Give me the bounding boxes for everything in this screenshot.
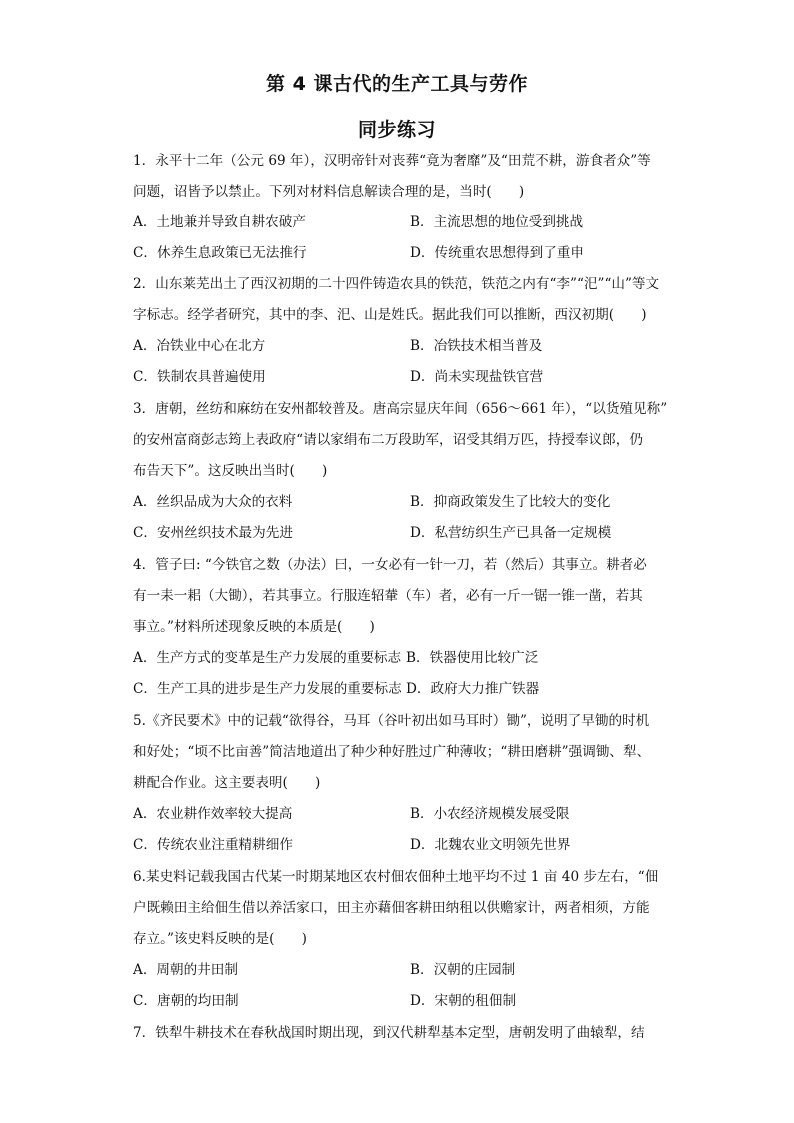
question-1-option-d: D．传统重农思想得到了重申 [410, 245, 585, 261]
page-subtitle: 同步练习 [357, 119, 436, 141]
question-2-option-b: B．冶铁技术相当普及 [410, 338, 543, 354]
question-3-stem-line-2: 的安州富商彭志筠上表政府“请以家绢布二万段助军，诏受其绢万匹，持授奉议郎，仍 [133, 432, 643, 448]
page-title: 第 4 课古代的生产工具与劳作 [266, 73, 528, 95]
question-1-option-c: C．休养生息政策已无法推行 [133, 245, 307, 261]
question-3-option-b: B．抑商政策发生了比较大的变化 [410, 494, 611, 510]
question-1-option-b: B．主流思想的地位受到挑战 [410, 214, 584, 230]
question-3-option-d: D．私营纺织生产已具备一定规模 [410, 525, 612, 541]
question-2-option-d: D．尚未实现盐铁官营 [410, 369, 544, 385]
question-3-option-a: A．丝织品成为大众的衣料 [133, 494, 293, 510]
question-6-option-d: D．宋朝的租佃制 [410, 993, 517, 1009]
question-2-option-c: C．铁制农具普遍使用 [133, 369, 266, 385]
question-6-option-c: C．唐朝的均田制 [133, 993, 239, 1009]
question-5-option-d: D．北魏农业文明领先世界 [410, 837, 571, 853]
question-5-stem-line-2: 和好处；“顷不比亩善”简洁地道出了种少种好胜过广种薄收；“耕田磨耕”强调锄、犁、 [133, 744, 651, 760]
question-4-option-c: C．生产工具的进步是生产力发展的重要标志 [133, 681, 402, 697]
question-6-stem-line-2: 户既赖田主给佃生借以养活家口，田主亦藉佃客耕田纳租以供赡家计，两者相须，方能 [133, 900, 650, 916]
question-1-stem-line-2: 问题，诏皆予以禁止。下列对材料信息解读合理的是，当时( ) [133, 184, 525, 200]
question-6-stem-line-3: 存立。”该史料反映的是( ) [133, 931, 307, 947]
question-2-stem-line-2: 字标志。经学者研究，其中的李、汜、山是姓氏。据此我们可以推断，西汉初期( ) [133, 307, 647, 323]
question-5-stem-line-3: 耕配合作业。这主要表明( ) [133, 775, 321, 791]
question-6-stem-line-1: 6.某史料记载我国古代某一时期某地区农村佃农佃种土地平均不过 1 亩 40 步左右，“佃 [133, 869, 659, 885]
question-3-option-c: C．安州丝织技术最为先进 [133, 525, 293, 541]
question-5-option-c: C．传统农业注重精耕细作 [133, 837, 293, 853]
question-5-stem-line-1: 5.《齐民要术》中的记载“欲得谷，马耳（谷叶初出如马耳时）锄”，说明了早锄的时机 [133, 713, 650, 729]
question-4-option-a: A．生产方式的变革是生产力发展的重要标志 [133, 650, 402, 666]
question-4-option-d: D．政府大力推广铁器 [406, 681, 540, 697]
question-3-stem-line-1: 3．唐朝，丝纺和麻纺在安州都较普及。唐高宗显庆年间（656～661 年），“以货殖见称” [133, 401, 668, 417]
question-7-stem-line-1: 7．铁犁牛耕技术在春秋战国时期出现，到汉代耕犁基本定型，唐朝发明了曲辕犁，结 [133, 1025, 645, 1041]
question-6-option-b: B．汉朝的庄园制 [410, 962, 516, 978]
question-4-stem-line-2: 有一耒一耜（大锄），若其事立。行服连轺輂（车）者，必有一斤一锯一锥一凿，若其 [133, 588, 643, 604]
question-1-stem-line-1: 1．永平十二年（公元 69 年），汉明帝针对丧葬“竟为奢靡”及“田荒不耕，游食者众”等 [133, 153, 651, 169]
question-6-option-a: A．周朝的井田制 [133, 962, 238, 978]
question-2-option-a: A．冶铁业中心在北方 [133, 338, 266, 354]
question-4-option-b: B．铁器使用比较广泛 [406, 650, 539, 666]
question-4-stem-line-3: 事立。”材料所述现象反映的本质是( ) [133, 619, 375, 635]
question-3-stem-line-3: 布告天下”。这反映出当时( ) [133, 463, 328, 479]
question-5-option-a: A．农业耕作效率较大提高 [133, 806, 293, 822]
question-4-stem-line-1: 4．管子曰: “今铁官之数（办法）曰，一女必有一针一刀，若（然后）其事立。耕者必 [133, 557, 647, 573]
question-2-stem-line-1: 2．山东莱芜出土了西汉初期的二十四件铸造农具的铁范，铁范之内有“李”“汜”“山”等文 [133, 276, 660, 292]
question-1-option-a: A．土地兼并导致自耕农破产 [133, 214, 306, 230]
question-5-option-b: B．小农经济规模发展受限 [410, 806, 570, 822]
